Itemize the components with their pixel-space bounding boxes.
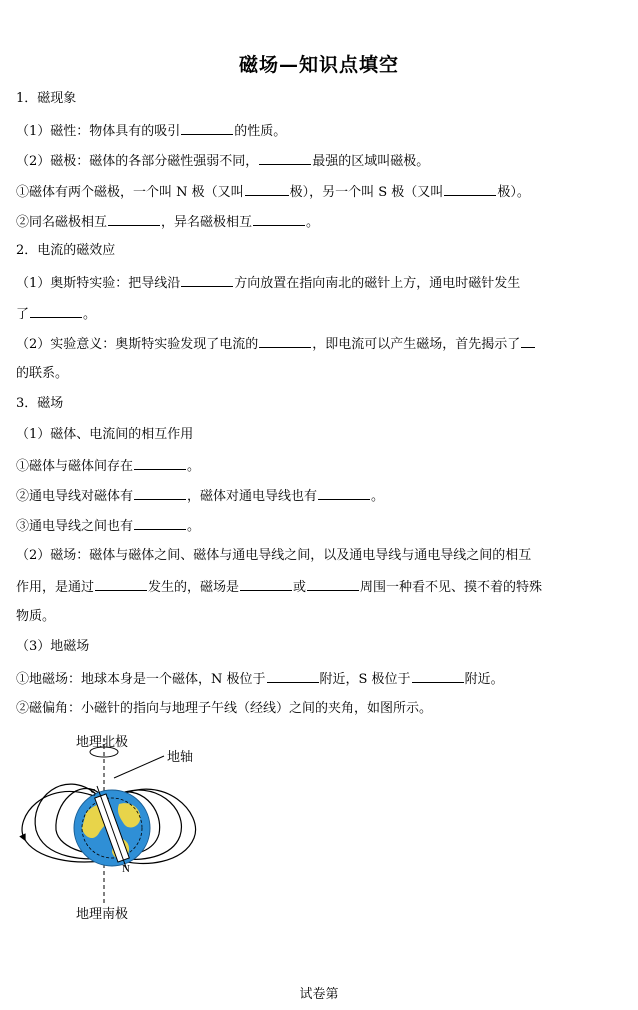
text: （2）磁极：磁体的各部分磁性强弱不同， [16, 154, 259, 169]
text: （1）磁性：物体具有的吸引 [16, 124, 181, 139]
text: 方向放置在指向南北的磁针上方，通电时磁针发生 [234, 276, 521, 291]
text: 或 [293, 580, 307, 595]
fill-blank[interactable] [267, 670, 319, 683]
s1-line-4 [16, 213, 319, 231]
text: 。 [371, 489, 385, 504]
text: ①地磁场：地球本身是一个磁体，N 极位于 [16, 672, 266, 687]
fill-blank[interactable] [253, 213, 305, 226]
text: （2）实验意义：奥斯特实验发现了电流的 [16, 337, 259, 352]
s3-geo-1 [16, 670, 504, 688]
fill-blank[interactable] [521, 335, 535, 348]
s1-line-2 [16, 152, 429, 170]
s3-geo-2: ②磁偏角：小磁针的指向与地理子午线（经线）之间的夹角，如图所示。 [16, 701, 433, 716]
text: 。 [83, 307, 97, 322]
text: 作用，是通过 [16, 580, 95, 595]
s1-line-1 [16, 122, 286, 140]
text: 的性质。 [234, 124, 287, 139]
fill-blank[interactable] [259, 152, 311, 165]
magnet-s-pole-label: S [90, 787, 97, 799]
fill-blank[interactable] [30, 305, 82, 318]
fill-blank[interactable] [444, 183, 496, 196]
text: 附近，S 极位于 [319, 672, 411, 687]
s2-line-2 [16, 305, 96, 323]
fill-blank[interactable] [181, 122, 233, 135]
s2-line-3 [16, 335, 536, 353]
axis-pointer-line [114, 756, 164, 778]
label-geographic-south: 地理南极 [76, 907, 129, 922]
fill-blank[interactable] [134, 517, 186, 530]
text: 了 [16, 307, 30, 322]
s3-item-3 [16, 517, 200, 535]
text: 极），另一个叫 S 极（又叫 [289, 185, 444, 200]
s1-line-3 [16, 183, 530, 201]
text: ，磁体对通电导线也有 [187, 489, 318, 504]
text: 极）。 [497, 185, 530, 200]
section-3-heading: 3．磁场 [16, 396, 64, 411]
s3-para-2-line-2 [16, 578, 542, 596]
fill-blank[interactable] [134, 457, 186, 470]
s3-sub-1: （1）磁体、电流间的相互作用 [16, 427, 194, 442]
text: ②同名磁极相互 [16, 215, 108, 230]
fill-blank[interactable] [134, 487, 186, 500]
text: 。 [187, 459, 201, 474]
text: 。 [187, 519, 201, 534]
text: 最强的区域叫磁极。 [312, 154, 430, 169]
section-1-heading: 1．磁现象 [16, 91, 77, 106]
text: ①磁体与磁体间存在 [16, 459, 134, 474]
text: ，即电流可以产生磁场，首先揭示了 [312, 337, 521, 352]
text: ③通电导线之间也有 [16, 519, 134, 534]
fill-blank[interactable] [181, 274, 233, 287]
fill-blank[interactable] [307, 578, 359, 591]
s3-item-2 [16, 487, 384, 505]
fill-blank[interactable] [245, 183, 289, 196]
text: 周围一种看不见、摸不着的特殊 [360, 580, 543, 595]
earth-magnetic-field-figure [14, 738, 214, 903]
s3-sub-3: （3）地磁场 [16, 639, 90, 654]
s3-para-2-line-1: （2）磁场：磁体与磁体之间、磁体与通电导线之间，以及通电导线与通电导线之间的相互 [16, 548, 532, 563]
page-footer: 试卷第 [299, 987, 339, 1002]
fill-blank[interactable] [412, 670, 464, 683]
fill-blank[interactable] [240, 578, 292, 591]
text: 发生的，磁场是 [148, 580, 240, 595]
magnet-n-pole-label: N [122, 863, 130, 875]
fill-blank[interactable] [318, 487, 370, 500]
label-geographic-north: 地理北极 [76, 735, 129, 750]
text: 附近。 [464, 672, 504, 687]
s2-line-1 [16, 274, 520, 292]
text: 。 [306, 215, 320, 230]
fill-blank[interactable] [259, 335, 311, 348]
page-title: 磁场—知识点填空 [238, 54, 399, 76]
s3-item-1 [16, 457, 200, 475]
s2-line-4: 的联系。 [16, 366, 69, 381]
fill-blank[interactable] [108, 213, 160, 226]
section-2-heading: 2．电流的磁效应 [16, 243, 116, 258]
s3-para-2-line-3: 物质。 [16, 609, 56, 624]
text: ①磁体有两个磁极，一个叫 N 极（又叫 [16, 185, 244, 200]
text: （1）奥斯特实验：把导线沿 [16, 276, 181, 291]
text: ，异名磁极相互 [161, 215, 253, 230]
text: ②通电导线对磁体有 [16, 489, 134, 504]
label-earth-axis: 地轴 [167, 750, 194, 765]
fill-blank[interactable] [95, 578, 147, 591]
